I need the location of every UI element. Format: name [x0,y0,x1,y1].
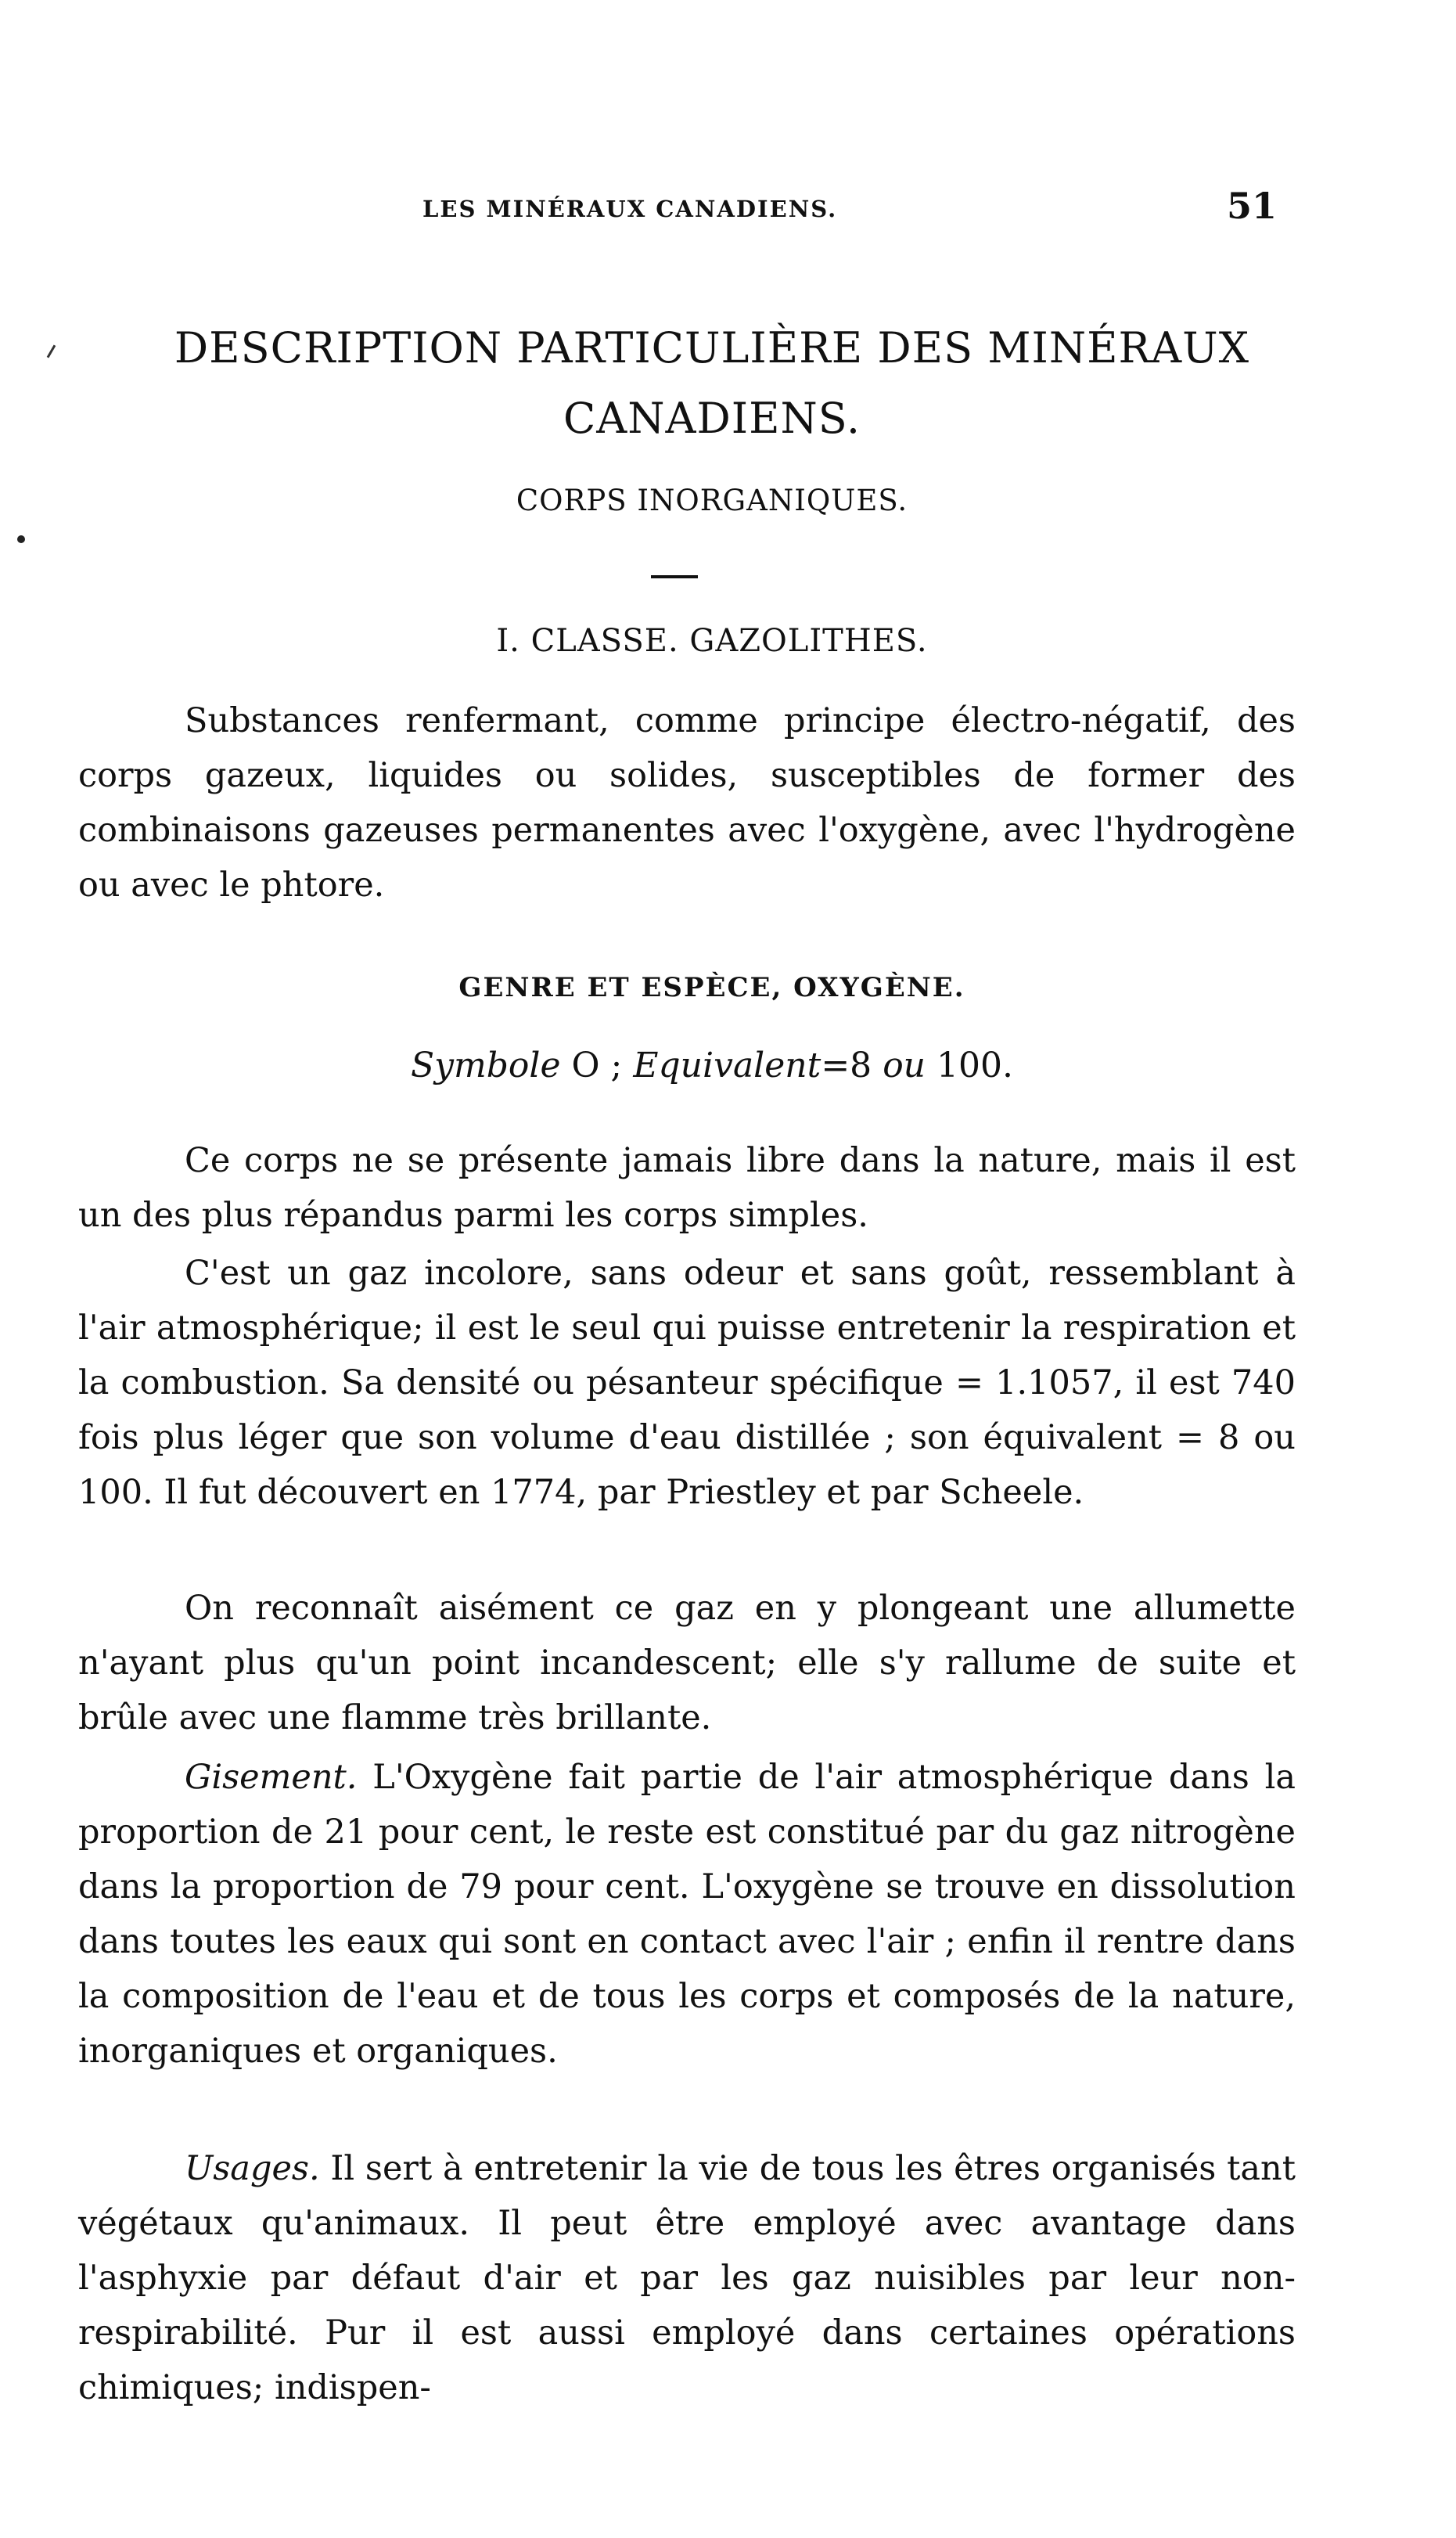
equivalent-value: =8 [821,1046,872,1085]
paragraph-substances: Substances renfermant, comme principe électro-négatif, des corps gazeux, liquides ou solides, susceptibles de former des combinaisons gazeuses permanentes avec l'oxygène, avec l'hydrogène ou avec le phtore. [78,701,1296,905]
symbol-value: O ; [571,1046,623,1085]
section-subtitle: CORPS INORGANIQUES. [516,484,908,517]
symbol-label: Symbole [411,1046,561,1085]
usages-text: Il sert à entretenir la vie de tous les êtres organisés tant végétaux qu'animaux. Il peut être employé avec avantage dans l'asphyxie par défaut d'air et par les gaz nuisibles par leur non-respirabilité. Pur il est aussi employé dans certaines opérations chimiques; indispen- [78,2149,1296,2407]
ou-word: ou [883,1046,926,1085]
alt-value: 100. [937,1046,1013,1085]
page-number: 51 [1227,185,1278,227]
gisement-lead: Gisement. [185,1758,358,1797]
margin-mark [47,344,56,358]
title-line-1: DESCRIPTION PARTICULIÈRE DES MINÉRAUX [174,323,1250,373]
title-line-2: CANADIENS. [563,394,861,443]
genre-heading: GENRE ET ESPÈCE, OXYGÈNE. [458,972,965,1003]
paragraph-test: On reconnaît aisément ce gaz en y plongeant une allumette n'ayant plus qu'un point incandescent; elle s'y rallume de suite et brûle avec une flamme très brillante. [78,1589,1296,1737]
running-head: LES MINÉRAUX CANADIENS. [422,196,838,222]
paragraph-properties: C'est un gaz incolore, sans odeur et sans goût, ressemblant à l'air atmosphérique; il est le seul qui puisse entretenir la respiration et la combustion. Sa densité ou pésanteur spécifique = 1.1057, il est 740 fois plus léger que son volume d'eau distillée ; son équivalent = 8 ou 100. Il fut découvert en 1774, par Priestley et par Scheele. [78,1254,1296,1512]
margin-dot [17,535,25,543]
usages-lead: Usages. [185,2149,320,2188]
symbol-line [78,1046,1346,1085]
divider-rule [651,575,698,578]
equivalent-label: Equivalent [633,1046,821,1085]
class-heading: I. CLASSE. GAZOLITHES. [496,623,928,659]
gisement-text: L'Oxygène fait partie de l'air atmosphérique dans la proportion de 21 pour cent, le reste est constitué par du gaz nitrogène dans la proportion de 79 pour cent. L'oxygène se trouve en dissolution dans toutes les eaux qui sont en contact avec l'air ; enfin il rentre dans la composition de l'eau et de tous les corps et composés de la nature, inorganiques et organiques. [78,1758,1296,2071]
page-title [78,313,1346,454]
paragraph-gisement [78,1750,1296,2079]
paragraph-usages [78,2141,1296,2415]
paragraph-nature: Ce corps ne se présente jamais libre dans la nature, mais il est un des plus répandus parmi les corps simples. [78,1141,1296,1235]
